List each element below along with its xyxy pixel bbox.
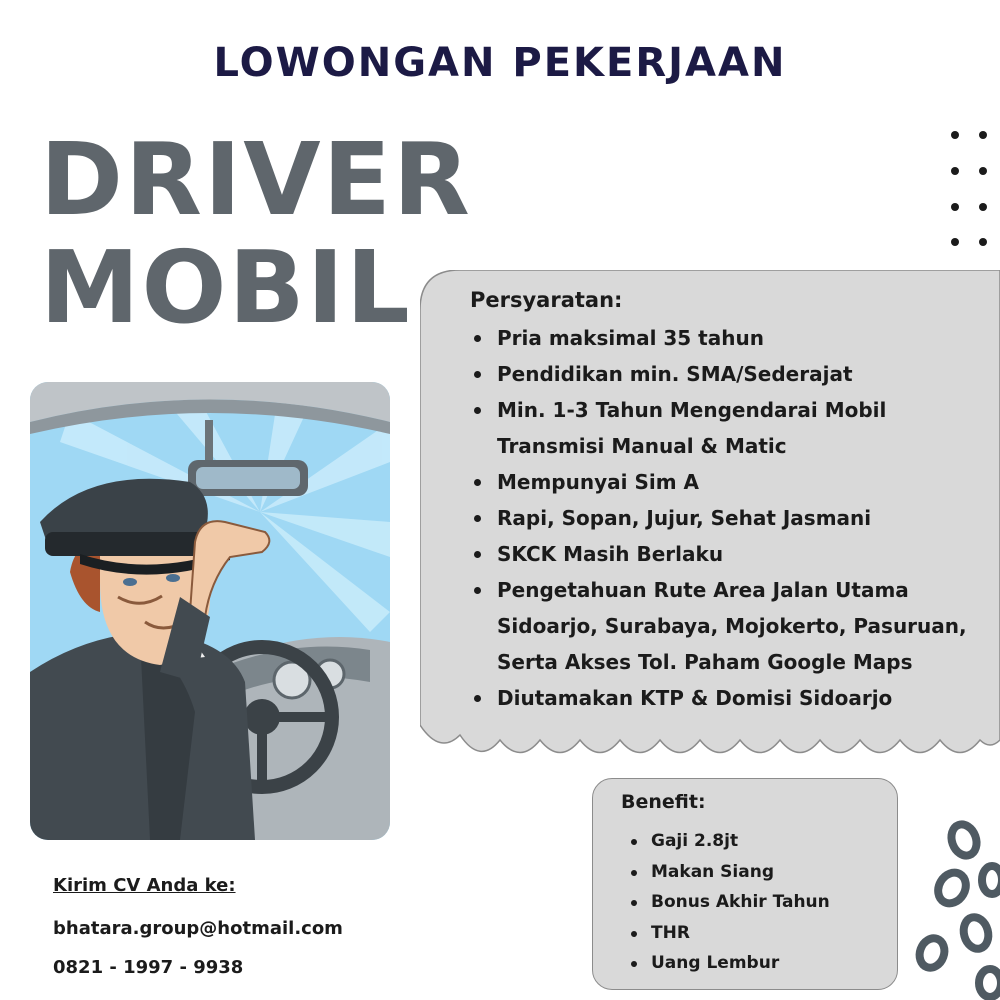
list-item: Min. 1-3 Tahun Mengendarai Mobil Transmisi Manual & Matic: [470, 392, 990, 464]
benefits-list: [629, 826, 830, 979]
list-item: Makan Siang: [629, 857, 830, 888]
job-title-line-2: MOBIL: [40, 229, 412, 346]
list-item: Uang Lembur: [629, 948, 830, 979]
benefits-heading: Benefit:: [621, 791, 706, 813]
list-item: Rapi, Sopan, Jujur, Sehat Jasmani: [470, 500, 990, 536]
list-item: Pendidikan min. SMA/Sederajat: [470, 356, 990, 392]
list-item: SKCK Masih Berlaku: [470, 536, 990, 572]
job-title-line-1: DRIVER: [40, 121, 472, 238]
contact-phone: 0821 - 1997 - 9938: [53, 957, 244, 978]
list-item: Bonus Akhir Tahun: [629, 887, 830, 918]
list-item: Mempunyai Sim A: [470, 464, 990, 500]
list-item: Pria maksimal 35 tahun: [470, 320, 990, 356]
requirements-heading: Persyaratan:: [470, 288, 623, 312]
list-item: Gaji 2.8jt: [629, 826, 830, 857]
ring-pattern-decoration: [912, 818, 1000, 1000]
list-item: THR: [629, 918, 830, 949]
contact-heading: Kirim CV Anda ke:: [53, 875, 236, 896]
requirements-list: [470, 320, 990, 716]
benefits-box: [592, 778, 898, 990]
list-item: Pengetahuan Rute Area Jalan Utama Sidoarjo, Surabaya, Mojokerto, Pasuruan, Serta Akses Tol. Paham Google Maps: [470, 572, 990, 680]
driver-illustration: [30, 382, 390, 840]
page-headline: LOWONGAN PEKERJAAN: [213, 40, 787, 86]
chauffeur-image: [30, 382, 390, 840]
requirements-box: [420, 270, 1000, 765]
contact-email: bhatara.group@hotmail.com: [53, 918, 343, 939]
list-item: Diutamakan KTP & Domisi Sidoarjo: [470, 680, 990, 716]
dot-grid-decoration: [945, 125, 995, 250]
